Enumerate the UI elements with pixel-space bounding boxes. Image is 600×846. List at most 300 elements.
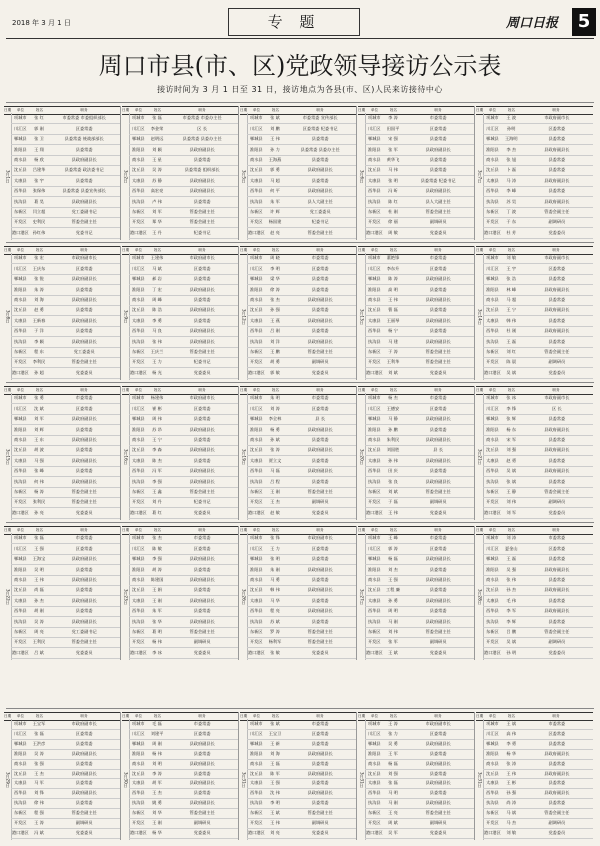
- name-cell: 杜 刚: [388, 208, 398, 214]
- date-block: [122, 106, 239, 240]
- unit-cell: 淮阳县: [250, 750, 263, 756]
- unit-cell: 太康县: [132, 457, 145, 463]
- position-cell: 县政府副县长: [71, 198, 97, 204]
- table-row: [129, 576, 238, 586]
- table-row: [129, 779, 238, 789]
- position-cell: 区委常委: [75, 265, 93, 271]
- block-date: 3月13日: [358, 253, 366, 380]
- unit-cell: 开发区: [132, 219, 145, 225]
- header-cell: 姓名: [389, 108, 398, 112]
- unit-cell: 川汇区: [486, 125, 499, 131]
- table-row: [11, 467, 120, 477]
- position-cell: 区委常委: [75, 730, 93, 736]
- position-cell: 区委常委: [193, 545, 211, 551]
- table-row: [483, 415, 593, 425]
- position-cell: 县委常委: [429, 167, 447, 173]
- date-block: [358, 386, 475, 520]
- issue-date: 2018 年 3 月 1 日: [12, 19, 71, 27]
- position-cell: 县委常委: [311, 286, 329, 292]
- table-row: [247, 648, 356, 658]
- position-cell: 区委常委: [311, 730, 329, 736]
- table-row: [365, 779, 474, 789]
- table-row: [247, 404, 356, 414]
- unit-cell: 郸城县: [14, 136, 27, 142]
- position-cell: 县政府副县长: [71, 156, 97, 162]
- table-row: [247, 819, 356, 829]
- block-rows: [11, 114, 120, 240]
- header-cell: 姓名: [153, 714, 162, 718]
- name-cell: 郑 华: [152, 219, 162, 225]
- table-row: [483, 316, 593, 326]
- band-divider: [6, 242, 594, 243]
- table-row: [247, 394, 356, 404]
- name-cell: 孙 杰: [34, 597, 44, 603]
- table-row: [247, 348, 356, 358]
- position-cell: 副调研员: [75, 820, 93, 826]
- unit-cell: 商水县: [486, 760, 499, 766]
- position-cell: 副调研员: [311, 499, 329, 505]
- header-cell: 职务: [80, 714, 88, 718]
- position-cell: 县委常委 统战部部长: [64, 136, 104, 142]
- table-row: [129, 809, 238, 819]
- unit-cell: 川汇区: [132, 730, 145, 736]
- name-cell: 王 强: [388, 576, 398, 582]
- name-cell: 刘 华: [152, 810, 162, 816]
- name-cell: 张 冰: [506, 395, 517, 401]
- unit-cell: 东新区: [132, 348, 145, 354]
- unit-cell: 西华县: [14, 468, 27, 474]
- table-row: [11, 648, 120, 658]
- table-row: [365, 555, 474, 565]
- table-row: [483, 156, 593, 166]
- name-cell: 王 强: [34, 545, 44, 551]
- table-row: [483, 544, 593, 554]
- unit-cell: 开发区: [250, 820, 263, 826]
- block-date: 3月7日: [476, 113, 484, 240]
- unit-cell: 开发区: [14, 820, 27, 826]
- name-cell: 杨 华: [506, 750, 517, 756]
- table-row: [483, 394, 593, 404]
- date-block: [476, 712, 593, 840]
- table-row: [365, 285, 474, 295]
- unit-cell: 沈丘县: [486, 307, 499, 313]
- table-row: [365, 544, 474, 554]
- unit-cell: 项城市: [486, 395, 499, 401]
- block-date: 3月26日: [240, 533, 248, 660]
- unit-cell: 太康县: [250, 457, 263, 463]
- band-divider: [6, 382, 594, 383]
- unit-cell: 商水县: [132, 760, 145, 766]
- name-cell: 于 洋: [34, 328, 44, 334]
- unit-cell: 港口港区: [11, 830, 29, 836]
- table-row: [11, 264, 120, 274]
- position-cell: 副调研员: [193, 820, 211, 826]
- position-cell: 副调研员: [429, 499, 447, 505]
- unit-cell: 东新区: [368, 348, 381, 354]
- table-row: [365, 750, 474, 760]
- name-cell: 马 勇: [270, 576, 280, 582]
- name-cell: 王 伟: [388, 296, 398, 302]
- unit-cell: 郸城县: [250, 276, 263, 282]
- unit-cell: 开发区: [14, 499, 27, 505]
- table-row: [129, 114, 238, 124]
- page-subline: 接访时间为 3 月 1 日至 31 日，接访地点为各县(市、区)人民来访接待中心: [157, 85, 443, 94]
- name-cell: 何 伟: [34, 478, 44, 484]
- position-cell: 县委常委: [311, 740, 329, 746]
- position-cell: 市政府副市长: [189, 395, 215, 401]
- table-row: [483, 596, 593, 606]
- name-cell: 郭 勇: [270, 167, 280, 173]
- table-row: [483, 425, 593, 435]
- position-cell: 管委会副主任: [307, 810, 333, 816]
- unit-cell: 沈丘县: [132, 447, 145, 453]
- table-row: [365, 425, 474, 435]
- name-cell: 张 旭: [506, 156, 517, 162]
- name-cell: 杨 涛: [34, 488, 44, 494]
- table-row: [129, 166, 238, 176]
- name-cell: 王庆东: [32, 265, 46, 271]
- position-cell: 县委常委: [75, 426, 93, 432]
- unit-cell: 港口港区: [129, 509, 147, 515]
- name-cell: 杨 伟: [152, 639, 162, 645]
- name-cell: 田国平: [386, 125, 400, 131]
- header-cell: 姓名: [153, 108, 162, 112]
- table-row: [483, 565, 593, 575]
- name-cell: 于 涛: [388, 348, 398, 354]
- position-cell: 县委常委: [311, 618, 329, 624]
- name-cell: 杨 华: [152, 830, 162, 836]
- header-cell: 单位: [134, 388, 143, 392]
- table-row: [11, 394, 120, 404]
- table-row: [483, 799, 593, 809]
- section-rubric: 专 题: [228, 8, 360, 36]
- header-cell: 日期: [476, 714, 484, 718]
- position-cell: 纪委书记: [193, 229, 211, 235]
- name-cell: 陈 晨: [506, 359, 517, 365]
- position-cell: 县委常委: [193, 790, 211, 796]
- table-row: [11, 750, 120, 760]
- table-row: [11, 819, 120, 829]
- table-row: [365, 218, 474, 228]
- unit-cell: 淮阳县: [368, 286, 381, 292]
- table-row: [247, 176, 356, 186]
- unit-cell: 淮阳县: [132, 426, 145, 432]
- unit-cell: 东新区: [368, 628, 381, 634]
- name-cell: 王 宁: [152, 436, 162, 442]
- name-cell: 杨 杰: [388, 395, 398, 401]
- position-cell: 市政府副市长: [71, 721, 97, 727]
- unit-cell: 沈丘县: [368, 770, 381, 776]
- name-cell: 周 亮: [34, 628, 44, 634]
- unit-cell: 开发区: [14, 639, 27, 645]
- unit-cell: 淮阳县: [368, 750, 381, 756]
- position-cell: 副调研员: [548, 219, 566, 225]
- table-row: [247, 306, 356, 316]
- name-cell: 高 伟: [506, 730, 517, 736]
- name-cell: 王 斌: [506, 721, 517, 727]
- position-cell: 县政府副县长: [307, 587, 333, 593]
- header-cell: 单位: [16, 248, 25, 252]
- position-cell: 县政府副县长: [425, 597, 451, 603]
- table-row: [483, 166, 593, 176]
- table-row: [129, 415, 238, 425]
- name-cell: 陈 军: [270, 770, 280, 776]
- position-cell: 县委常委: [311, 136, 329, 142]
- position-cell: 县政府副县长: [189, 188, 215, 194]
- name-cell: 丁 波: [506, 208, 517, 214]
- table-row: [11, 254, 120, 264]
- table-row: [483, 208, 593, 218]
- table-row: [365, 394, 474, 404]
- table-row: [365, 275, 474, 285]
- position-cell: 县政府副县长: [71, 338, 97, 344]
- table-row: [365, 404, 474, 414]
- table-row: [11, 296, 120, 306]
- position-cell: 县委常委 组织部长: [184, 167, 220, 173]
- unit-cell: 东新区: [250, 628, 263, 634]
- position-cell: 市政府副市长: [307, 535, 333, 541]
- table-row: [483, 498, 593, 508]
- name-cell: 马 斌: [152, 265, 162, 271]
- position-cell: 管委会副主任: [307, 488, 333, 494]
- name-cell: 杨 磊: [388, 556, 398, 562]
- header-cell: 姓名: [271, 388, 280, 392]
- table-row: [247, 789, 356, 799]
- position-cell: 副调研员: [311, 820, 329, 826]
- table-row: [247, 446, 356, 456]
- unit-cell: 开发区: [368, 359, 381, 365]
- name-cell: 周 斌: [388, 820, 398, 826]
- table-row: [129, 586, 238, 596]
- header-cell: 日期: [4, 714, 12, 718]
- table-row: [129, 555, 238, 565]
- position-cell: 区委常委: [193, 730, 211, 736]
- table-row: [483, 829, 593, 839]
- header-cell: 姓名: [507, 248, 516, 252]
- table-row: [365, 829, 474, 839]
- position-cell: 县政府副县长: [307, 426, 333, 432]
- table-row: [247, 285, 356, 295]
- name-cell: 杨国建: [268, 219, 282, 225]
- name-cell: 张 涛: [506, 760, 517, 766]
- header-cell: 姓名: [35, 388, 44, 392]
- position-cell: 县政府副县长: [189, 447, 215, 453]
- name-cell: 王 娟: [152, 587, 162, 593]
- name-cell: 吴 斌: [506, 369, 517, 375]
- table-row: [247, 218, 356, 228]
- position-cell: 县政府副县长: [71, 750, 97, 756]
- position-cell: 县政府副县长: [71, 457, 97, 463]
- position-cell: 县委常委: [548, 800, 566, 806]
- unit-cell: 商水县: [14, 296, 27, 302]
- table-row: [483, 275, 593, 285]
- header-cell: 单位: [134, 528, 143, 532]
- position-cell: 县政府副县长: [307, 566, 333, 572]
- table-row: [11, 508, 120, 518]
- unit-cell: 西华县: [14, 328, 27, 334]
- table-row: [365, 720, 474, 730]
- unit-cell: 扶沟县: [486, 800, 499, 806]
- position-cell: 市委常委: [429, 395, 447, 401]
- name-cell: 田 庆: [388, 468, 398, 474]
- name-cell: 孙 杰: [506, 587, 517, 593]
- position-cell: 县政府副县长: [189, 478, 215, 484]
- position-cell: 县 长: [315, 416, 326, 422]
- unit-cell: 项城市: [132, 535, 145, 541]
- name-cell: 朱 涛: [34, 286, 44, 292]
- header-cell: 职务: [80, 248, 88, 252]
- block-rows: [365, 720, 474, 840]
- name-cell: 刘 敏: [506, 830, 517, 836]
- unit-cell: 淮阳县: [250, 286, 263, 292]
- unit-cell: 港口港区: [11, 649, 29, 655]
- unit-cell: 太康县: [250, 597, 263, 603]
- header-cell: 单位: [370, 108, 379, 112]
- name-cell: 孙 明: [506, 649, 517, 655]
- unit-cell: 沈丘县: [132, 770, 145, 776]
- position-cell: 县委常委: [548, 760, 566, 766]
- position-cell: 党委委员: [548, 509, 566, 515]
- table-row: [11, 740, 120, 750]
- block-date: 3月28日: [476, 533, 484, 660]
- unit-cell: 扶沟县: [14, 338, 27, 344]
- position-cell: 县政府副县长: [544, 177, 570, 183]
- unit-cell: 港口港区: [484, 369, 501, 375]
- name-cell: 张 锐: [34, 276, 44, 282]
- header-cell: 职务: [434, 528, 442, 532]
- header-cell: 日期: [476, 388, 484, 392]
- table-row: [129, 228, 238, 238]
- table-row: [483, 306, 593, 316]
- position-cell: 县委常委: [311, 760, 329, 766]
- block-rows: [483, 534, 593, 660]
- block-rows: [129, 720, 238, 840]
- unit-cell: 扶沟县: [250, 198, 263, 204]
- table-row: [129, 498, 238, 508]
- position-cell: 县委常委: [311, 276, 329, 282]
- table-row: [11, 456, 120, 466]
- header-cell: 职务: [552, 714, 560, 718]
- position-cell: 党委委员: [548, 369, 566, 375]
- table-row: [247, 617, 356, 627]
- table-row: [129, 508, 238, 518]
- date-block: [240, 712, 357, 840]
- name-cell: 王 斌: [270, 810, 280, 816]
- table-row: [247, 425, 356, 435]
- name-cell: 吕 程: [270, 478, 280, 484]
- name-cell: 刘 涛: [270, 405, 280, 411]
- position-cell: 县政府副县长: [71, 618, 97, 624]
- name-cell: 张 军: [388, 639, 398, 645]
- table-row: [483, 638, 593, 648]
- position-cell: 管委会副主任: [189, 348, 215, 354]
- name-cell: 王 磊: [506, 556, 517, 562]
- table-row: [129, 368, 238, 378]
- name-cell: 尚 磊: [34, 587, 44, 593]
- table-row: [247, 114, 356, 124]
- date-block: [4, 246, 121, 380]
- header-cell: 姓名: [35, 108, 44, 112]
- unit-cell: 沈丘县: [486, 447, 499, 453]
- unit-cell: 淮阳县: [486, 286, 499, 292]
- table-row: [365, 316, 474, 326]
- position-cell: 管委会副主任: [307, 639, 333, 645]
- header-cell: 姓名: [35, 714, 44, 718]
- position-cell: 党委委员: [429, 830, 447, 836]
- header-cell: 日期: [476, 528, 484, 532]
- name-cell: 刘 颖: [152, 146, 162, 152]
- block-rows: [129, 394, 238, 520]
- unit-cell: 沈丘县: [132, 167, 145, 173]
- unit-cell: 扶沟县: [14, 618, 27, 624]
- table-row: [11, 488, 120, 498]
- position-cell: 县委常委: [193, 770, 211, 776]
- table-row: [365, 327, 474, 337]
- position-cell: 副调研员: [311, 359, 329, 365]
- table-row: [247, 254, 356, 264]
- position-cell: 县委常委: [75, 447, 93, 453]
- position-cell: 市政府副市长: [71, 255, 97, 261]
- unit-cell: 西华县: [14, 608, 27, 614]
- position-cell: 县政府副县长: [544, 328, 570, 334]
- unit-cell: 港口港区: [11, 369, 29, 375]
- header-cell: 姓名: [507, 108, 516, 112]
- table-row: [483, 446, 593, 456]
- name-cell: 孙 亮: [34, 509, 44, 515]
- name-cell: 王洪彦: [32, 740, 46, 746]
- name-cell: 胡 刚: [34, 608, 44, 614]
- unit-cell: 郸城县: [14, 416, 27, 422]
- unit-cell: 项城市: [368, 535, 381, 541]
- unit-cell: 港口港区: [11, 509, 29, 515]
- unit-cell: 川汇区: [368, 730, 381, 736]
- unit-cell: 商水县: [486, 436, 499, 442]
- position-cell: 党委委员: [75, 830, 93, 836]
- table-row: [483, 628, 593, 638]
- position-cell: 区委常委: [75, 545, 93, 551]
- header-cell: 职务: [316, 108, 324, 112]
- unit-cell: 港口港区: [247, 229, 265, 235]
- unit-cell: 项城市: [250, 255, 263, 261]
- position-cell: 县委常委: [548, 556, 566, 562]
- name-cell: 徐 伟: [34, 800, 44, 806]
- table-row: [129, 306, 238, 316]
- position-cell: 市政府副市长: [425, 721, 451, 727]
- block-date: 3月16日: [122, 393, 130, 520]
- table-row: [129, 296, 238, 306]
- table-row: [11, 446, 120, 456]
- table-row: [247, 720, 356, 730]
- table-row: [11, 208, 120, 218]
- position-cell: 县委常委: [75, 566, 93, 572]
- table-row: [483, 436, 593, 446]
- block-date: 3月21日: [476, 393, 484, 520]
- position-cell: 县委常委: [193, 436, 211, 442]
- table-row: [247, 456, 356, 466]
- table-row: [247, 135, 356, 145]
- table-row: [129, 275, 238, 285]
- unit-cell: 郸城县: [14, 740, 27, 746]
- unit-cell: 商水县: [14, 156, 27, 162]
- table-row: [129, 760, 238, 770]
- table-row: [365, 740, 474, 750]
- table-row: [129, 467, 238, 477]
- table-row: [11, 218, 120, 228]
- position-cell: 县委常委: [429, 587, 447, 593]
- date-block: [4, 386, 121, 520]
- unit-cell: 扶沟县: [368, 198, 381, 204]
- position-cell: 县政府副县长: [189, 618, 215, 624]
